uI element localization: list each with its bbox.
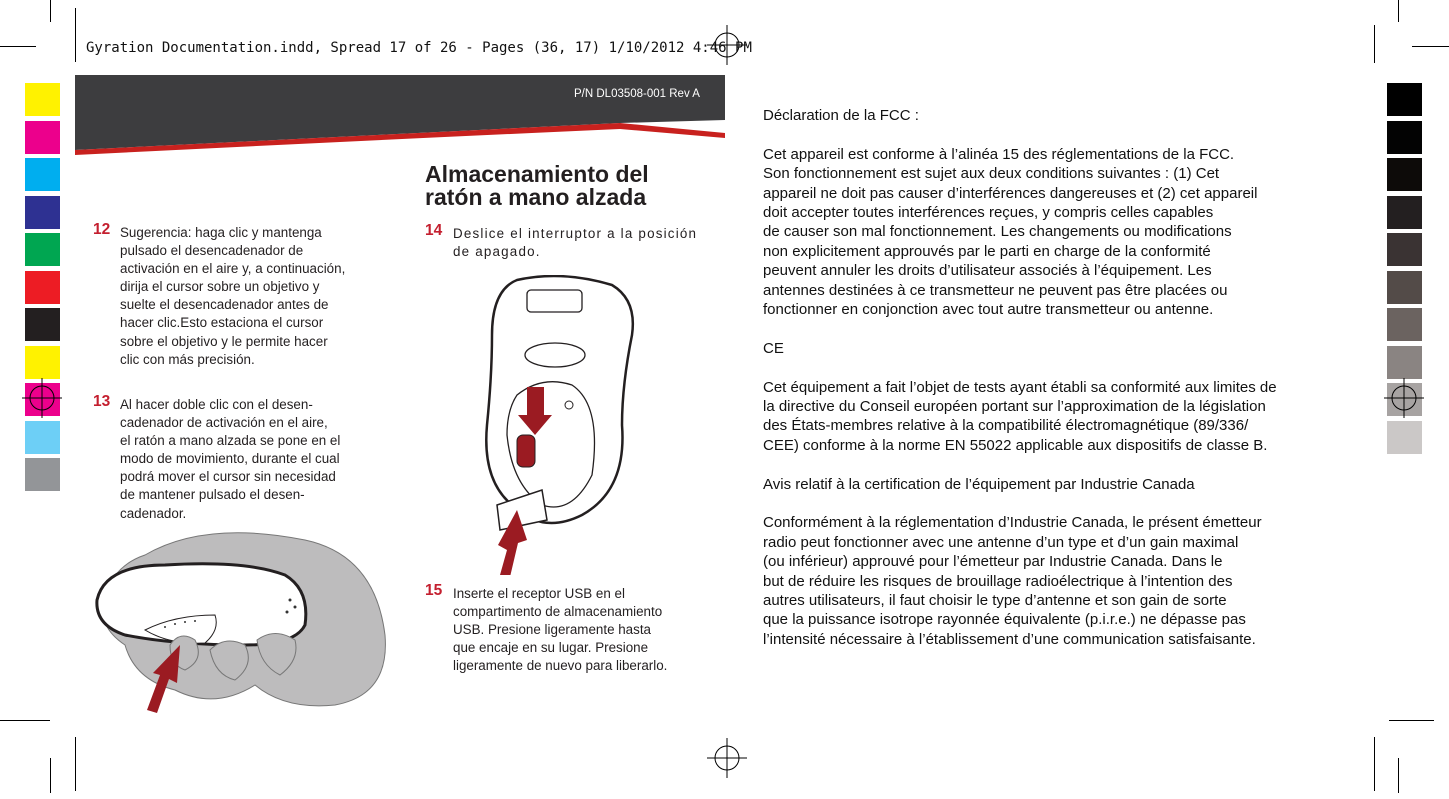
crop-mark <box>1374 25 1375 63</box>
print-slug: Gyration Documentation.indd, Spread 17 of 26 - Pages (36, 17) 1/10/2012 4:46 PM <box>86 40 752 56</box>
gray-swatch <box>1387 121 1422 154</box>
paragraph-gap <box>763 455 1363 474</box>
fr-line: Déclaration de la FCC : <box>763 107 919 124</box>
crop-mark <box>0 46 36 47</box>
fr-line: des États-membres relative à la compatibilité électromagnétique (89/336/ <box>763 417 1249 435</box>
fr-line: Cet équipement a fait l’objet de tests ayant établi sa conformité aux limites de <box>763 378 1277 396</box>
step-line: Inserte el receptor USB en el <box>453 586 625 601</box>
fr-line: CEE) conforme à la norme EN 55022 applicable aux dispositifs de classe B. <box>763 436 1268 454</box>
step-line: que encaje en su lugar. Presione <box>453 640 649 656</box>
step-line: USB. Presione ligeramente hasta <box>453 622 651 638</box>
crop-mark <box>75 737 76 791</box>
paragraph-gap <box>763 319 1363 338</box>
step-line: sobre el objetivo y le permite hacer <box>120 333 328 349</box>
part-number: P/N DL03508-001 Rev A <box>574 88 700 100</box>
color-swatch <box>25 233 60 266</box>
gray-swatch <box>1387 196 1422 229</box>
step-line: cadenador de activación en el aire, <box>120 415 328 431</box>
color-swatch <box>25 308 60 341</box>
crop-mark <box>1398 0 1399 22</box>
fr-line: (ou inférieur) approuvé pour l’émetteur par Industrie Canada. Dans le <box>763 553 1223 571</box>
gray-swatch <box>1387 271 1422 304</box>
step-line: hacer clic.Esto estaciona el cursor <box>120 315 324 331</box>
color-swatch <box>25 158 60 191</box>
fr-line: de causer son mal fonctionnement. Les changements ou modifications <box>763 223 1232 241</box>
fr-line: que la puissance isotrope rayonnée équivalente (p.i.r.e.) ne dépasse pas <box>763 611 1246 629</box>
step-number: 13 <box>93 393 111 410</box>
gray-swatch <box>1387 421 1422 454</box>
step-line: Al hacer doble clic con el desen- <box>120 397 313 412</box>
fr-line: peuvent annuler les droits d’utilisateur associés à l’équipement. Les <box>763 262 1212 280</box>
step-line: dirija el cursor sobre un objetivo y <box>120 279 320 295</box>
french-regulatory-text <box>763 106 1363 649</box>
color-swatch <box>25 121 60 154</box>
paragraph-gap <box>763 125 1363 144</box>
fr-line: non explicitement approuvés par le parti en charge de la conformité <box>763 242 1211 260</box>
crop-mark <box>0 720 50 721</box>
step-line: Deslice el interruptor a la posición <box>453 226 698 241</box>
step-15-text <box>453 585 667 675</box>
gray-swatch <box>1387 233 1422 266</box>
color-swatch <box>25 458 60 491</box>
page-title <box>425 163 649 209</box>
gray-swatch <box>1387 346 1422 379</box>
color-swatch <box>25 421 60 454</box>
crop-mark <box>1374 737 1375 791</box>
crop-mark <box>1389 720 1434 721</box>
fr-line: Cet appareil est conforme à l’alinéa 15 des réglementations de la FCC. <box>763 145 1235 163</box>
color-swatch <box>25 346 60 379</box>
fr-line: radio peut fonctionner avec une antenne d’un type et d’un gain maximal <box>763 533 1239 551</box>
fr-line: doit accepter toutes interférences reçues, y compris celles capables <box>763 204 1214 222</box>
step-line: el ratón a mano alzada se pone en el <box>120 433 341 449</box>
step-line: pulsado el desencadenador de <box>120 243 304 259</box>
step-line: de apagado. <box>453 244 541 260</box>
fr-line: l’intensité nécessaire à l’établissement d’une communication satisfaisante. <box>763 630 1256 648</box>
color-swatch <box>25 271 60 304</box>
step-line: activación en el aire y, a continuación, <box>120 261 346 277</box>
step-line: compartimento de almacenamiento <box>453 604 663 620</box>
crop-mark <box>50 758 51 793</box>
fr-line: Avis relatif à la certification de l’équipement par Industrie Canada <box>763 475 1195 493</box>
mouse-bottom-illustration <box>472 275 647 575</box>
title-line: ratón a mano alzada <box>425 184 647 210</box>
paragraph-gap <box>763 494 1363 513</box>
step-line: ligeramente de nuevo para liberarlo. <box>453 658 668 674</box>
gray-swatch <box>1387 158 1422 191</box>
color-swatch <box>25 196 60 229</box>
step-line: Sugerencia: haga clic y mantenga <box>120 225 322 240</box>
step-13-text <box>120 396 340 523</box>
registration-mark-icon <box>1384 378 1424 418</box>
crop-mark <box>75 8 76 62</box>
crop-mark <box>1412 46 1449 47</box>
fr-line: Conformément à la réglementation d’Industrie Canada, le présent émetteur <box>763 514 1262 532</box>
step-number: 14 <box>425 222 443 239</box>
fr-line: Son fonctionnement est sujet aux deux conditions suivantes : (1) Cet <box>763 165 1220 183</box>
color-swatch <box>25 83 60 116</box>
gray-swatch <box>1387 308 1422 341</box>
fr-line: autres utilisateurs, il faut choisir le type d’antenne et son gain de sorte <box>763 592 1227 610</box>
step-line: de mantener pulsado el desen- <box>120 487 305 503</box>
registration-mark-icon <box>22 378 62 418</box>
step-line: podrá mover el cursor sin necesidad <box>120 469 336 485</box>
step-line: modo de movimiento, durante el cual <box>120 451 340 467</box>
crop-mark <box>1398 758 1399 793</box>
step-number: 15 <box>425 582 443 599</box>
step-line: suelte el desencadenador antes de <box>120 297 329 313</box>
fr-line: fonctionner en conjonction avec tout autre transmetteur ou antenne. <box>763 301 1214 319</box>
fr-line: but de réduire les risques de brouillage radioélectrique à l’intention des <box>763 572 1233 590</box>
paragraph-gap <box>763 358 1363 377</box>
step-14-text <box>453 225 697 261</box>
registration-mark-icon <box>707 738 747 778</box>
title-line: Almacenamiento del <box>425 161 649 187</box>
fr-line: CE <box>763 339 784 357</box>
crop-mark <box>50 0 51 22</box>
fr-line: appareil ne doit pas causer d’interférences dangereuses et (2) cet appareil <box>763 184 1258 202</box>
gray-swatch <box>1387 83 1422 116</box>
step-line: cadenador. <box>120 505 187 521</box>
fr-line: la directive du Conseil européen portant sur l’approximation de la législation <box>763 398 1266 416</box>
step-12-text <box>120 224 345 369</box>
hand-mouse-illustration <box>85 515 390 715</box>
fr-line: antennes destinées à ce transmetteur ne peuvent pas être placées ou <box>763 281 1228 299</box>
step-number: 12 <box>93 221 111 238</box>
step-line: clic con más precisión. <box>120 351 255 367</box>
